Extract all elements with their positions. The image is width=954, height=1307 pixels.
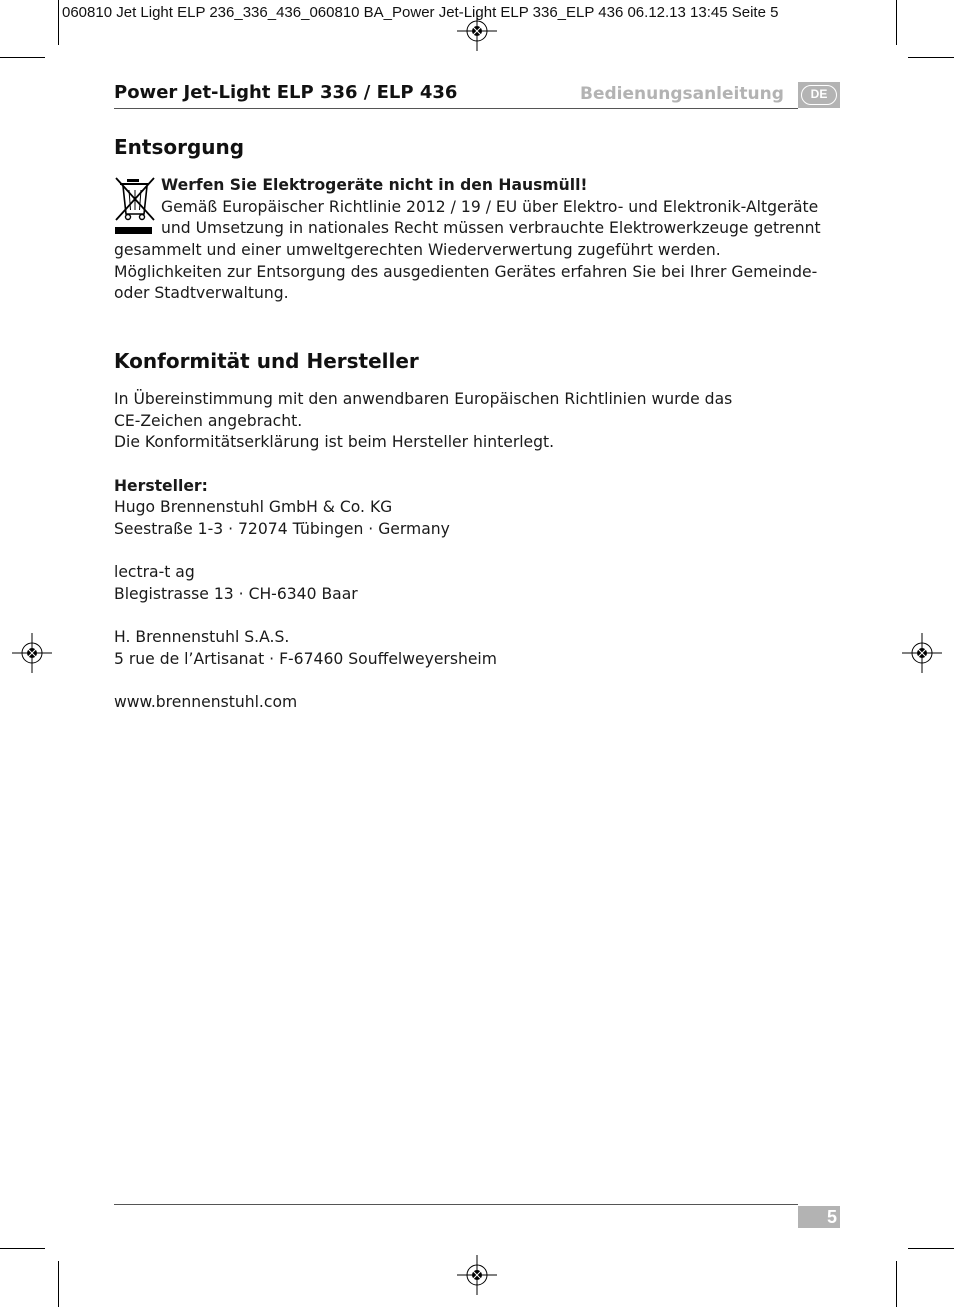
manufacturer-name: Hugo Brennenstuhl GmbH & Co. KG xyxy=(114,498,393,516)
page-number: 5 xyxy=(798,1206,840,1228)
disposal-text: Gemäß Europäischer Richtlinie 2012 / 19 / EU über Elektro- und Elektronik-Altgeräte xyxy=(161,198,819,216)
manufacturer-address: Seestraße 1-3 · 72074 Tübingen · Germany xyxy=(114,520,450,538)
manufacturer-name: H. Brennenstuhl S.A.S. xyxy=(114,628,290,646)
disposal-text: oder Stadtverwaltung. xyxy=(114,284,289,302)
crop-mark xyxy=(58,0,59,45)
crop-mark xyxy=(0,57,45,58)
registration-mark-icon xyxy=(457,1255,497,1295)
disposal-text: Möglichkeiten zur Entsorgung des ausgedienten Gerätes erfahren Sie bei Ihrer Gemeinde- xyxy=(114,263,818,281)
manufacturer-address: 5 rue de l’Artisanat · F-67460 Souffelweyersheim xyxy=(114,650,497,668)
manufacturer-label: Hersteller: xyxy=(114,477,208,495)
manufacturer-name: lectra-t ag xyxy=(114,563,195,581)
website-link[interactable]: www.brennenstuhl.com xyxy=(114,693,298,711)
document-subtitle: Bedienungsanleitung xyxy=(580,84,784,104)
language-code: DE xyxy=(801,85,837,105)
crop-mark xyxy=(896,1261,897,1307)
crop-mark xyxy=(908,57,954,58)
conformity-text: In Übereinstimmung mit den anwendbaren Europäischen Richtlinien wurde das xyxy=(114,390,733,408)
conformity-text: Die Konformitätserklärung ist beim Hersteller hinterlegt. xyxy=(114,433,555,451)
disposal-warning: Werfen Sie Elektrogeräte nicht in den Hausmüll! xyxy=(161,176,588,194)
document-title: Power Jet-Light ELP 336 / ELP 436 xyxy=(114,82,458,103)
registration-mark-icon xyxy=(902,633,942,673)
section-heading-disposal: Entsorgung xyxy=(114,135,245,159)
registration-mark-icon xyxy=(12,633,52,673)
crop-mark xyxy=(908,1248,954,1249)
header-divider xyxy=(114,108,798,109)
conformity-text: CE-Zeichen angebracht. xyxy=(114,412,303,430)
footer-divider xyxy=(114,1204,798,1205)
language-badge xyxy=(798,82,840,108)
disposal-text: gesammelt und einer umweltgerechten Wiederverwertung zugeführt werden. xyxy=(114,241,721,259)
registration-mark-icon xyxy=(457,11,497,51)
section-heading-conformity: Konformität und Hersteller xyxy=(114,349,419,373)
crossed-out-wheelie-bin-icon xyxy=(114,176,156,236)
crop-mark xyxy=(58,1261,59,1307)
print-slug: 060810 Jet Light ELP 236_336_436_060810 BA_Power Jet-Light ELP 336_ELP 436 06.12.13 13:45 Seite 5 xyxy=(62,4,779,21)
crop-mark xyxy=(896,0,897,45)
manufacturer-address: Blegistrasse 13 · CH-6340 Baar xyxy=(114,585,358,603)
crop-mark xyxy=(0,1248,45,1249)
disposal-text: und Umsetzung in nationales Recht müssen verbrauchte Elektrowerkzeuge getrennt xyxy=(161,219,821,237)
